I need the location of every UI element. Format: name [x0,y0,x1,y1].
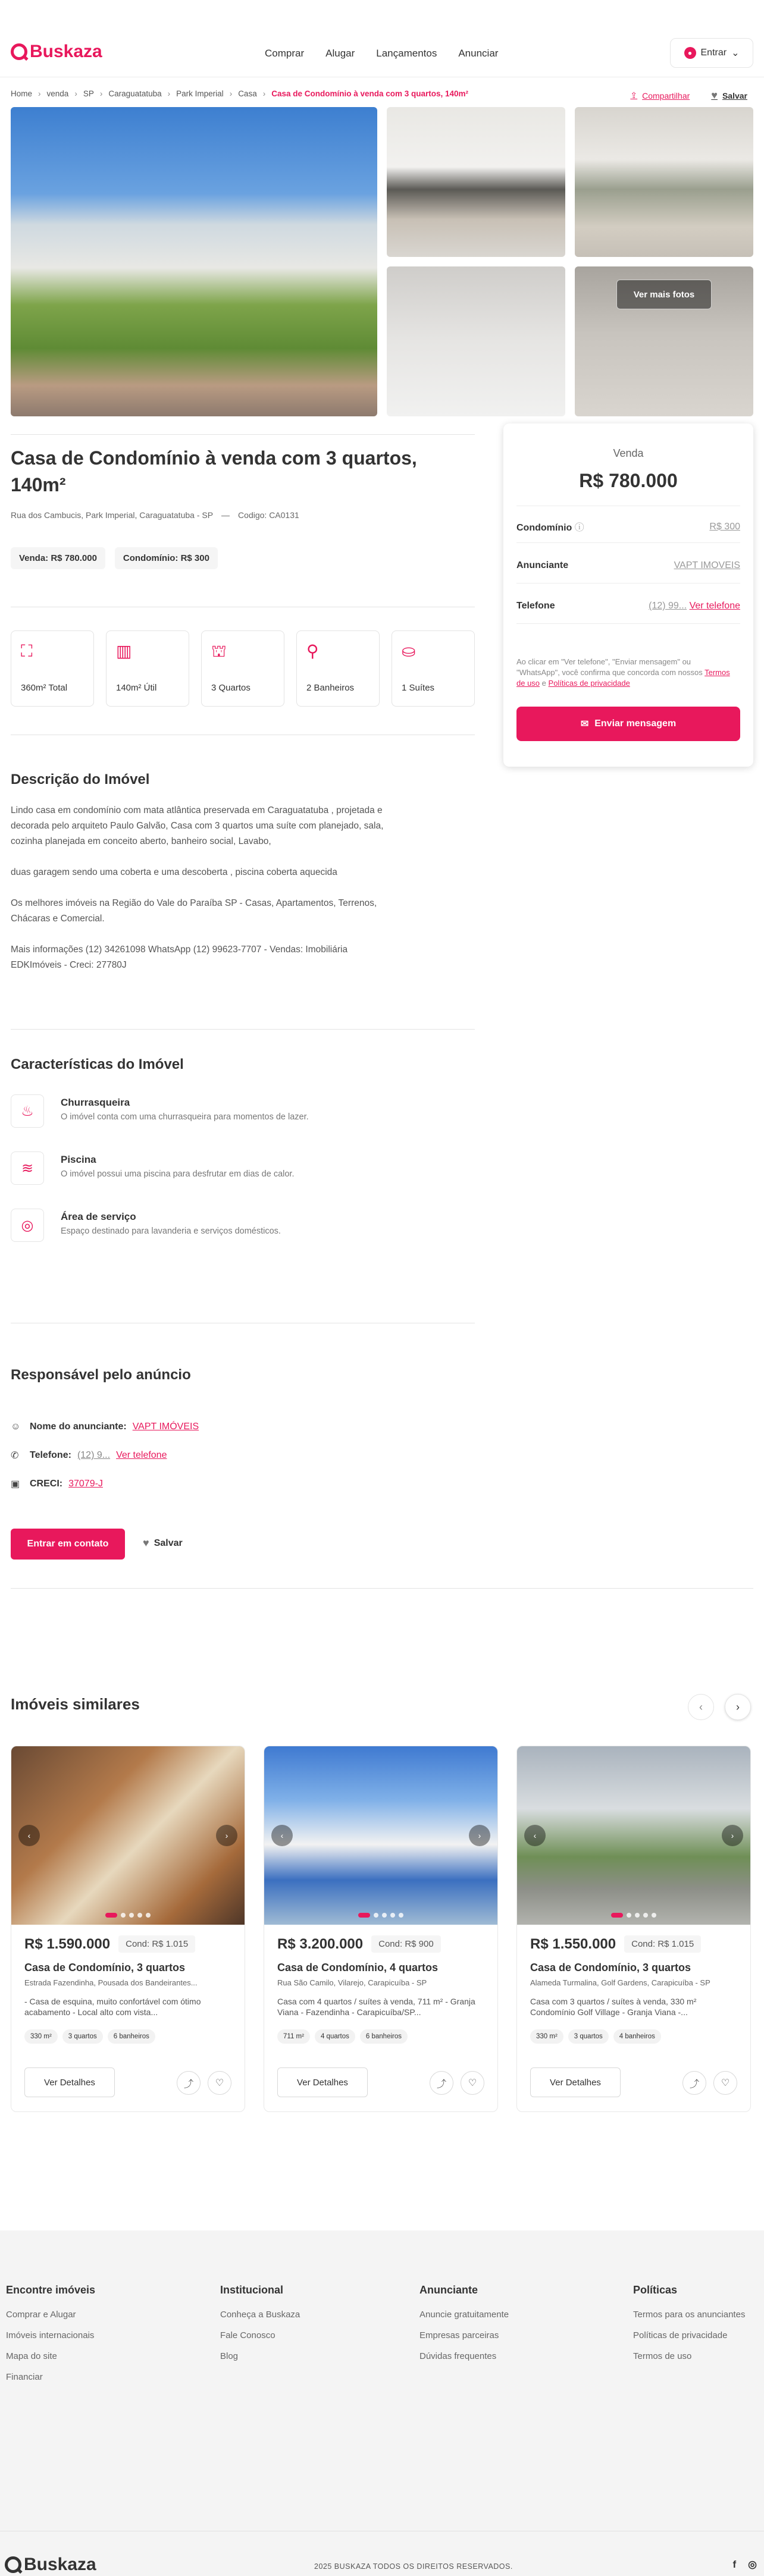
phone-icon: ✆ [11,1451,19,1461]
card-tag: 3 quartos [62,2029,103,2044]
feature-label: 2 Banheiros [306,683,355,693]
chevron-right-icon: › [736,1700,740,1713]
social-links [732,2559,757,2571]
footer-heading: Encontre imóveis [6,2284,96,2296]
instagram-icon[interactable]: ◎ [748,2559,757,2570]
chevron-left-icon: ‹ [699,1700,703,1713]
site-header [0,0,764,77]
chevron-right-icon: › [38,89,41,98]
listing-card[interactable] [11,1746,245,2112]
send-label: Enviar mensagem [594,718,677,729]
footer-link[interactable]: Conheça a Buskaza [220,2310,300,2320]
creci-row [11,1470,199,1498]
copyright-text: 2025 BUSKAZA TODOS OS DIREITOS RESERVADOS. [314,2562,513,2571]
card-price: R$ 780.000 [579,470,678,491]
divider [516,623,740,624]
breadcrumb-city[interactable]: Caraguatatuba [108,89,162,98]
chevron-right-icon: › [229,89,233,98]
save-label: Salvar [722,90,747,101]
card-tag: 330 m² [24,2029,58,2044]
chevron-right-icon: › [99,89,103,98]
pool-icon: ≋ [11,1151,44,1185]
condo-pill: Condomínio: R$ 300 [115,547,218,569]
id-card-icon: ▣ [11,1479,20,1489]
carousel-next-button[interactable] [725,1694,751,1720]
site-footer [0,2230,764,2576]
footer-brand: Buskaza [24,2555,96,2574]
photo-prev-button[interactable]: ‹ [271,1825,293,1846]
listing-card-photo[interactable] [517,1746,750,1925]
logo-icon [5,2556,21,2573]
feature-bathrooms [296,630,380,707]
feature-useful-area [106,630,189,707]
footer-heading: Anunciante [419,2284,478,2296]
save-label: Salvar [154,1538,183,1548]
facebook-icon[interactable]: f [732,2559,737,2570]
transaction-type: Venda [613,447,644,459]
card-tags [277,2029,408,2044]
characteristic-item [11,1094,427,1151]
card-description: Casa com 4 quartos / suítes à venda, 711 m² - Granja Viana - Fazendinha - Carapicuíba/SP... [277,1997,475,2017]
breadcrumb-current: Casa de Condomínio à venda com 3 quartos, 140m² [271,89,469,98]
conjunction: e [541,679,546,688]
characteristic-text: O imóvel possui uma piscina para desfrutar em dias de calor. [61,1169,295,1179]
card-tags [530,2029,661,2044]
laundry-icon: ◎ [11,1209,44,1242]
breadcrumb-venda[interactable]: venda [46,89,69,98]
user-icon: ● [684,47,696,59]
nav-comprar[interactable]: Comprar [265,48,305,59]
share-icon[interactable]: ⤴ [177,2071,201,2095]
card-tag: 3 quartos [568,2029,609,2044]
breadcrumb-home[interactable]: Home [11,89,33,98]
mail-icon: ✉ [580,719,589,729]
card-tag: 4 quartos [315,2029,355,2044]
share-icon[interactable]: ⤴ [430,2071,453,2095]
chevron-right-icon: › [262,89,266,98]
card-price: R$ 1.590.000 [24,1935,111,1952]
photo-thumb-1[interactable] [387,107,565,257]
phone-label: Telefone: [30,1450,71,1460]
similar-listings [0,1677,764,2230]
footer-column-advertiser [419,2284,509,2372]
ruler-icon: ▥ [116,642,132,660]
description-paragraph: Mais informações (12) 34261098 WhatsApp (12) 99623-7707 - Vendas: Imobiliária EDKImóveis - Creci: 27780J [11,945,348,970]
characteristic-item [11,1209,427,1266]
footer-link[interactable]: Termos de uso [633,2351,692,2361]
characteristic-text: Espaço destinado para lavanderia e serviços domésticos. [61,1226,281,1236]
view-details-button[interactable]: Ver Detalhes [277,2067,368,2097]
breadcrumb [11,89,468,98]
breadcrumb-neighborhood[interactable]: Park Imperial [176,89,224,98]
condo-row [516,520,740,534]
carousel-prev-button[interactable] [688,1694,714,1720]
photo-dots [11,1913,245,1918]
footer-link[interactable]: Termos para os anunciantes [633,2310,746,2320]
characteristic-text: O imóvel conta com uma churrasqueira para momentos de lazer. [61,1112,309,1122]
card-tag: 6 banheiros [108,2029,155,2044]
terms-link[interactable]: Termos de uso [516,668,730,688]
similar-heading: Imóveis similares [11,1695,140,1713]
photo-thumb-2[interactable] [575,107,753,257]
heart-icon[interactable]: ♡ [713,2071,737,2095]
card-description: Casa com 3 quartos / suítes à venda, 330 m² Condomínio Golf Village - Granja Viana -... [530,1997,697,2017]
footer-logo[interactable] [5,2555,96,2575]
share-label: Compartilhar [642,90,690,101]
nav-alugar[interactable]: Alugar [325,48,355,59]
bed-icon: ⛫ [211,642,227,660]
feature-label: 360m² Total [21,683,68,693]
price-card [503,423,753,767]
condo-value: R$ 300 [709,521,740,532]
shower-icon: ⚲ [306,642,319,660]
login-label: Entrar [700,48,727,58]
card-address: Alameda Turmalina, Golf Gardens, Carapicuíba - SP [530,1978,710,1987]
creci-link[interactable]: 37079-J [68,1479,103,1489]
photo-next-button[interactable]: › [469,1825,490,1846]
photo-next-button[interactable]: › [216,1825,237,1846]
advertiser-row [516,560,740,571]
footer-column-find [6,2284,95,2393]
card-tags [24,2029,155,2044]
photo-gallery [0,107,764,416]
footer-link[interactable]: Financiar [6,2372,43,2382]
photo-dots [264,1913,497,1918]
advertiser-label: Anunciante [516,560,569,570]
send-message-button[interactable] [516,707,740,741]
footer-link[interactable]: Políticas de privacidade [633,2330,728,2340]
page-actions [630,89,747,102]
description-paragraph: Lindo casa em condomínio com mata atlântica preservada em Caraguatatuba , projetada e decorada pelo arquiteto Paulo Galvão, Casa com 3 quartos uma suíte com planejado, sala, cozinha planejada em conceito aberto, banheiro social, Lavabo, [11,805,384,846]
card-tag: 330 m² [530,2029,563,2044]
person-icon: ☺ [11,1422,21,1432]
listing-card[interactable] [264,1746,498,2112]
footer-link[interactable]: Dúvidas frequentes [419,2351,497,2361]
listing-card-photo[interactable] [11,1746,245,1925]
responsible-heading: Responsável pelo anúncio [11,1367,191,1383]
save-listing-button[interactable] [143,1537,183,1549]
save-button[interactable] [711,89,747,102]
feature-bedrooms [201,630,284,707]
footer-column-institutional [220,2284,300,2372]
footer-link[interactable]: Mapa do site [6,2351,57,2361]
photo-thumb-3[interactable] [387,266,565,416]
divider [11,434,475,435]
heart-icon: ♥ [711,89,718,101]
brand-name: Buskaza [30,42,102,61]
card-condo: Cond: R$ 1.015 [118,1935,195,1953]
card-tag: 711 m² [277,2029,310,2044]
bathtub-icon: ⛀ [402,642,416,660]
nav-lancamentos[interactable]: Lançamentos [376,48,437,59]
price-pills [11,547,218,569]
logo-icon [11,43,27,60]
breadcrumb-row [0,77,764,107]
characteristic-title: Churrasqueira [61,1097,130,1108]
login-button[interactable] [670,38,753,68]
chevron-right-icon: › [167,89,171,98]
view-details-button[interactable]: Ver Detalhes [530,2067,621,2097]
consent-text: Ao clicar em "Ver telefone", "Enviar mensagem" ou "WhatsApp", você confirma que concorda com nossos [516,657,703,677]
phone-masked: (12) 99... [649,601,687,611]
heart-icon[interactable]: ♡ [208,2071,231,2095]
creci-label: CRECI: [30,1479,63,1489]
feature-label: 1 Suítes [402,683,435,693]
card-tag: 6 banheiros [360,2029,408,2044]
feature-list [11,630,475,707]
characteristic-item [11,1151,427,1209]
card-title: Casa de Condomínio, 3 quartos [530,1962,691,1973]
feature-suites [392,630,475,707]
heart-icon[interactable]: ♡ [461,2071,484,2095]
more-photos-button[interactable]: Ver mais fotos [616,280,712,309]
photo-prev-button[interactable]: ‹ [524,1825,546,1846]
main-photo[interactable] [11,107,377,416]
feature-total-area [11,630,94,707]
contact-button[interactable]: Entrar em contato [11,1529,125,1560]
advertiser-row [11,1413,199,1441]
advertiser-link[interactable]: VAPT IMOVEIS [674,560,740,570]
privacy-link[interactable]: Políticas de privacidade [548,679,630,688]
address-text: Rua dos Cambucis, Park Imperial, Caraguatatuba - SP [11,510,214,520]
footer-link[interactable]: Imóveis internacionais [6,2330,95,2340]
breadcrumb-type[interactable]: Casa [238,89,257,98]
photo-prev-button[interactable]: ‹ [18,1825,40,1846]
carousel-arrows [688,1694,751,1720]
condo-label: Condomínio [516,523,572,533]
grill-icon: ♨ [11,1094,44,1128]
description-heading: Descrição do Imóvel [11,771,150,787]
photo-dots [517,1913,750,1918]
phone-row [11,1441,199,1470]
card-address: Estrada Fazendinha, Pousada dos Bandeirantes... [24,1978,198,1987]
card-description: - Casa de esquina, muito confortável com ótimo acabamento - Local alto com vista... [24,1997,201,2017]
characteristics-heading: Características do Imóvel [11,1056,184,1072]
card-address: Rua São Camilo, Vilarejo, Carapicuíba - SP [277,1978,427,1987]
phone-masked: (12) 9... [77,1450,111,1460]
view-details-button[interactable]: Ver Detalhes [24,2067,115,2097]
footer-link[interactable]: Comprar e Alugar [6,2310,76,2320]
advertiser-link[interactable]: VAPT IMÓVEIS [132,1422,199,1432]
show-phone-link[interactable]: Ver telefone [689,601,740,611]
card-title: Casa de Condomínio, 4 quartos [277,1962,439,1973]
phone-row [516,601,740,611]
description-paragraph: Os melhores imóveis na Região do Vale do Paraíba SP - Casas, Apartamentos, Terrenos, Chácaras e Comercial. [11,898,377,924]
divider [11,1029,475,1030]
chevron-right-icon: › [74,89,77,98]
divider [11,1588,753,1589]
separator-dash: — [221,510,230,520]
characteristic-title: Piscina [61,1154,96,1165]
card-condo: Cond: R$ 1.015 [624,1935,701,1953]
description-text [11,803,392,989]
breadcrumb-sp[interactable]: SP [83,89,94,98]
share-icon: ⇪ [630,90,638,100]
info-icon: ⓘ [574,523,584,533]
characteristics-list [11,1094,427,1266]
listing-card[interactable] [516,1746,751,2112]
share-icon[interactable]: ⤴ [682,2071,706,2095]
area-icon: ⛶ [21,642,33,660]
phone-label: Telefone [516,601,555,611]
feature-label: 3 Quartos [211,683,251,693]
listing-code: Codigo: CA0131 [238,510,299,520]
price-pill: Venda: R$ 780.000 [11,547,105,569]
footer-heading: Institucional [220,2284,284,2296]
divider [516,542,740,543]
listing-title: Casa de Condomínio à venda com 3 quartos, 140m² [11,447,417,495]
listing-address [11,510,299,520]
nav-anunciar[interactable]: Anunciar [458,48,499,59]
card-condo: Cond: R$ 900 [371,1935,441,1953]
show-phone-link[interactable]: Ver telefone [116,1450,167,1460]
card-price: R$ 3.200.000 [277,1935,364,1952]
main-nav [265,48,498,59]
footer-column-policies [633,2284,745,2372]
footer-link[interactable]: Anuncie gratuitamente [419,2310,509,2320]
similar-cards [11,1746,751,2112]
card-price: R$ 1.550.000 [530,1935,616,1952]
card-tag: 4 banheiros [613,2029,661,2044]
share-button[interactable] [630,89,690,102]
footer-link[interactable]: Blog [220,2351,239,2361]
chevron-down-icon: ⌄ [731,48,740,58]
advertiser-label: Nome do anunciante: [30,1422,127,1432]
photo-next-button[interactable]: › [722,1825,743,1846]
feature-label: 140m² Útil [116,683,157,693]
footer-link[interactable]: Fale Conosco [220,2330,275,2340]
description-paragraph: duas garagem sendo uma coberta e uma descoberta , piscina coberta aquecida [11,867,337,877]
consent-note [516,657,735,689]
heart-icon: ♥ [143,1537,149,1549]
brand-logo[interactable] [11,42,102,62]
card-title: Casa de Condomínio, 3 quartos [24,1962,186,1973]
listing-main [0,416,764,1677]
characteristic-title: Área de serviço [61,1211,136,1222]
footer-link[interactable]: Empresas parceiras [419,2330,499,2340]
listing-card-photo[interactable] [264,1746,497,1925]
responsible-info [11,1413,199,1498]
footer-heading: Políticas [633,2284,678,2296]
